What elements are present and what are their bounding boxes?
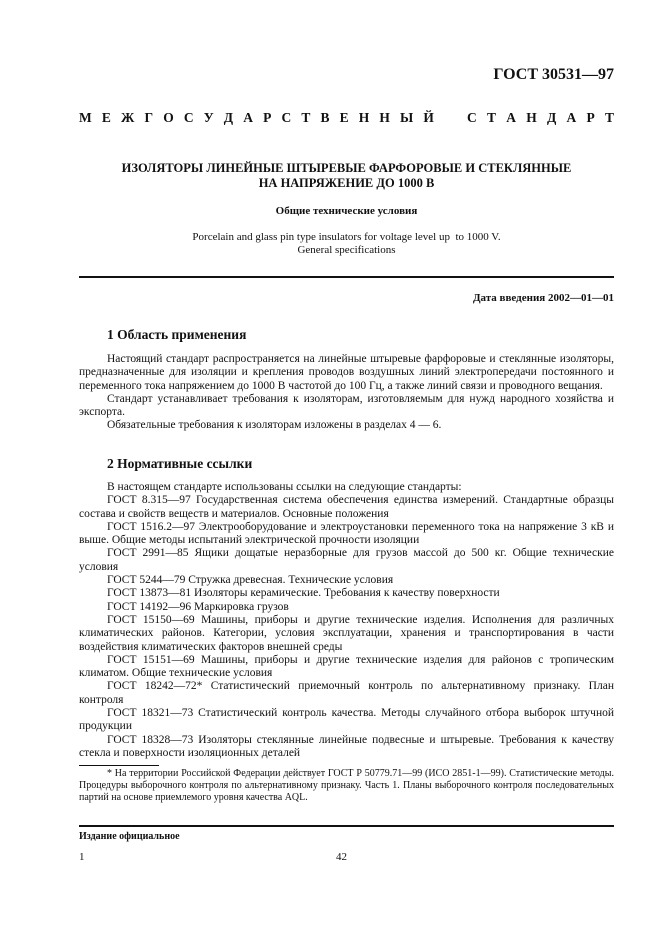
- banner-letter: Н: [379, 110, 390, 125]
- banner-letter: Е: [339, 110, 349, 125]
- banner-letter: С: [281, 110, 292, 125]
- english-title-line-1: Porcelain and glass pin type insulators for voltage level up to 1000 V.: [192, 231, 501, 243]
- banner-letter: С: [467, 110, 477, 125]
- footnote-divider: [79, 765, 159, 766]
- header-divider: [79, 276, 614, 278]
- banner-letter: Д: [546, 110, 557, 125]
- footnote-text: * На территории Российской Федерации действует ГОСТ Р 50779.71—99 (ИСО 2851-1—99). Статистические методы. Процедуры выборочного контроля по альтернативному признаку. Часть 1. Планы выборочного контроля последовательных партий на основе приемлемого уровня качества AQL.: [79, 768, 614, 804]
- banner-letter: Р: [586, 110, 595, 125]
- title-line-2: НА НАПРЯЖЕНИЕ ДО 1000 В: [258, 176, 435, 190]
- banner-letter: А: [566, 110, 577, 125]
- banner-letter: А: [506, 110, 516, 125]
- banner-letter: Т: [604, 110, 614, 125]
- page-number-center: 42: [336, 851, 347, 863]
- banner-letter: Е: [101, 110, 111, 125]
- banner-letter: Й: [423, 110, 434, 125]
- reference-item: ГОСТ 13873—81 Изоляторы керамические. Требования к качеству поверхности: [107, 587, 500, 600]
- footer-divider: [79, 825, 614, 827]
- reference-item: ГОСТ 8.315—97 Государственная система обеспечения единства измерений. Стандартные образцы состава и свойств веществ и материалов. Основные положения: [79, 494, 614, 520]
- banner-letter: Т: [301, 110, 311, 125]
- section-1-body: [79, 353, 614, 433]
- reference-item: ГОСТ 18328—73 Изоляторы стеклянные линейные подвесные и штыревые. Требования к качеству стекла и поверхности изоляционных деталей: [79, 733, 614, 759]
- reference-item: ГОСТ 18242—72* Статистический приемочный контроль по альтернативному признаку. План контроля: [79, 680, 614, 706]
- reference-item: ГОСТ 15150—69 Машины, приборы и другие технические изделия. Исполнения для различных климатических районов. Категории, условия эксплуатации, хранения и транспортирования в части воздействия климатических факторов внешней среды: [79, 613, 614, 653]
- section-1-paragraph: Настоящий стандарт распространяется на линейные штыревые фарфоровые и стеклянные изоляторы, предназначенные для изоляции и крепления проводов воздушных линий электропередачи постоянного и переменного тока напряжением до 1000 В частотой до 100 Гц, а также линий связи и проводного вещания.: [79, 353, 614, 392]
- introduction-date: Дата введения 2002—01—01: [472, 292, 614, 304]
- english-title-line-2: General specifications: [297, 244, 396, 256]
- banner-word-standard: [467, 110, 614, 126]
- section-2-heading: 2 Нормативные ссылки: [107, 456, 253, 471]
- banner-letter: С: [183, 110, 194, 125]
- reference-item: ГОСТ 5244—79 Стружка древесная. Технические условия: [107, 574, 394, 587]
- banner-letter: Ж: [121, 110, 135, 125]
- document-subtitle: Общие технические условия: [275, 205, 418, 217]
- section-1-paragraph: Стандарт устанавливает требования к изоляторам, изготовляемым для нужд народного хозяйства и экспорта.: [79, 392, 614, 419]
- standard-banner: [79, 110, 614, 126]
- reference-item: ГОСТ 14192—96 Маркировка грузов: [107, 600, 289, 613]
- banner-letter: Т: [486, 110, 496, 125]
- gost-number: ГОСТ 30531—97: [493, 66, 614, 83]
- banner-letter: Г: [144, 110, 154, 125]
- banner-word-interstate: [79, 110, 434, 126]
- page-number-left: 1: [79, 851, 85, 863]
- reference-item: ГОСТ 2991—85 Ящики дощатые неразборные для грузов массой до 500 кг. Общие технические условия: [79, 547, 614, 573]
- section-1-heading: 1 Область применения: [107, 327, 247, 342]
- banner-letter: М: [79, 110, 92, 125]
- reference-item: ГОСТ 1516.2—97 Электрооборудование и электроустановки переменного тока на напряжение 3 кВ и выше. Общие методы испытаний электрической прочности изоляции: [79, 520, 614, 547]
- footnote: [79, 768, 614, 805]
- banner-letter: Н: [526, 110, 537, 125]
- section-1-paragraph: Обязательные требования к изоляторам изложены в разделах 4 — 6.: [107, 419, 442, 432]
- document-title: [79, 161, 614, 191]
- banner-letter: Р: [263, 110, 272, 125]
- english-title: [79, 231, 614, 257]
- reference-item: ГОСТ 15151—69 Машины, приборы и другие технические изделия для районов с тропическим климатом. Общие технические условия: [79, 653, 614, 680]
- section-2-body: [79, 481, 614, 760]
- banner-letter: О: [163, 110, 174, 125]
- reference-item: В настоящем стандарте использованы ссылки на следующие стандарты:: [107, 481, 462, 493]
- banner-letter: А: [243, 110, 253, 125]
- official-edition-label: Издание официальное: [79, 831, 180, 842]
- title-line-1: ИЗОЛЯТОРЫ ЛИНЕЙНЫЕ ШТЫРЕВЫЕ ФАРФОРОВЫЕ И СТЕКЛЯННЫЕ: [121, 161, 572, 175]
- banner-letter: Н: [358, 110, 370, 125]
- banner-letter: В: [320, 110, 330, 125]
- reference-item: ГОСТ 18321—73 Статистический контроль качества. Методы случайного отбора выборок штучной продукции: [79, 707, 614, 733]
- banner-letter: Д: [223, 110, 234, 125]
- banner-letter: Ы: [400, 110, 414, 125]
- banner-letter: У: [203, 110, 214, 125]
